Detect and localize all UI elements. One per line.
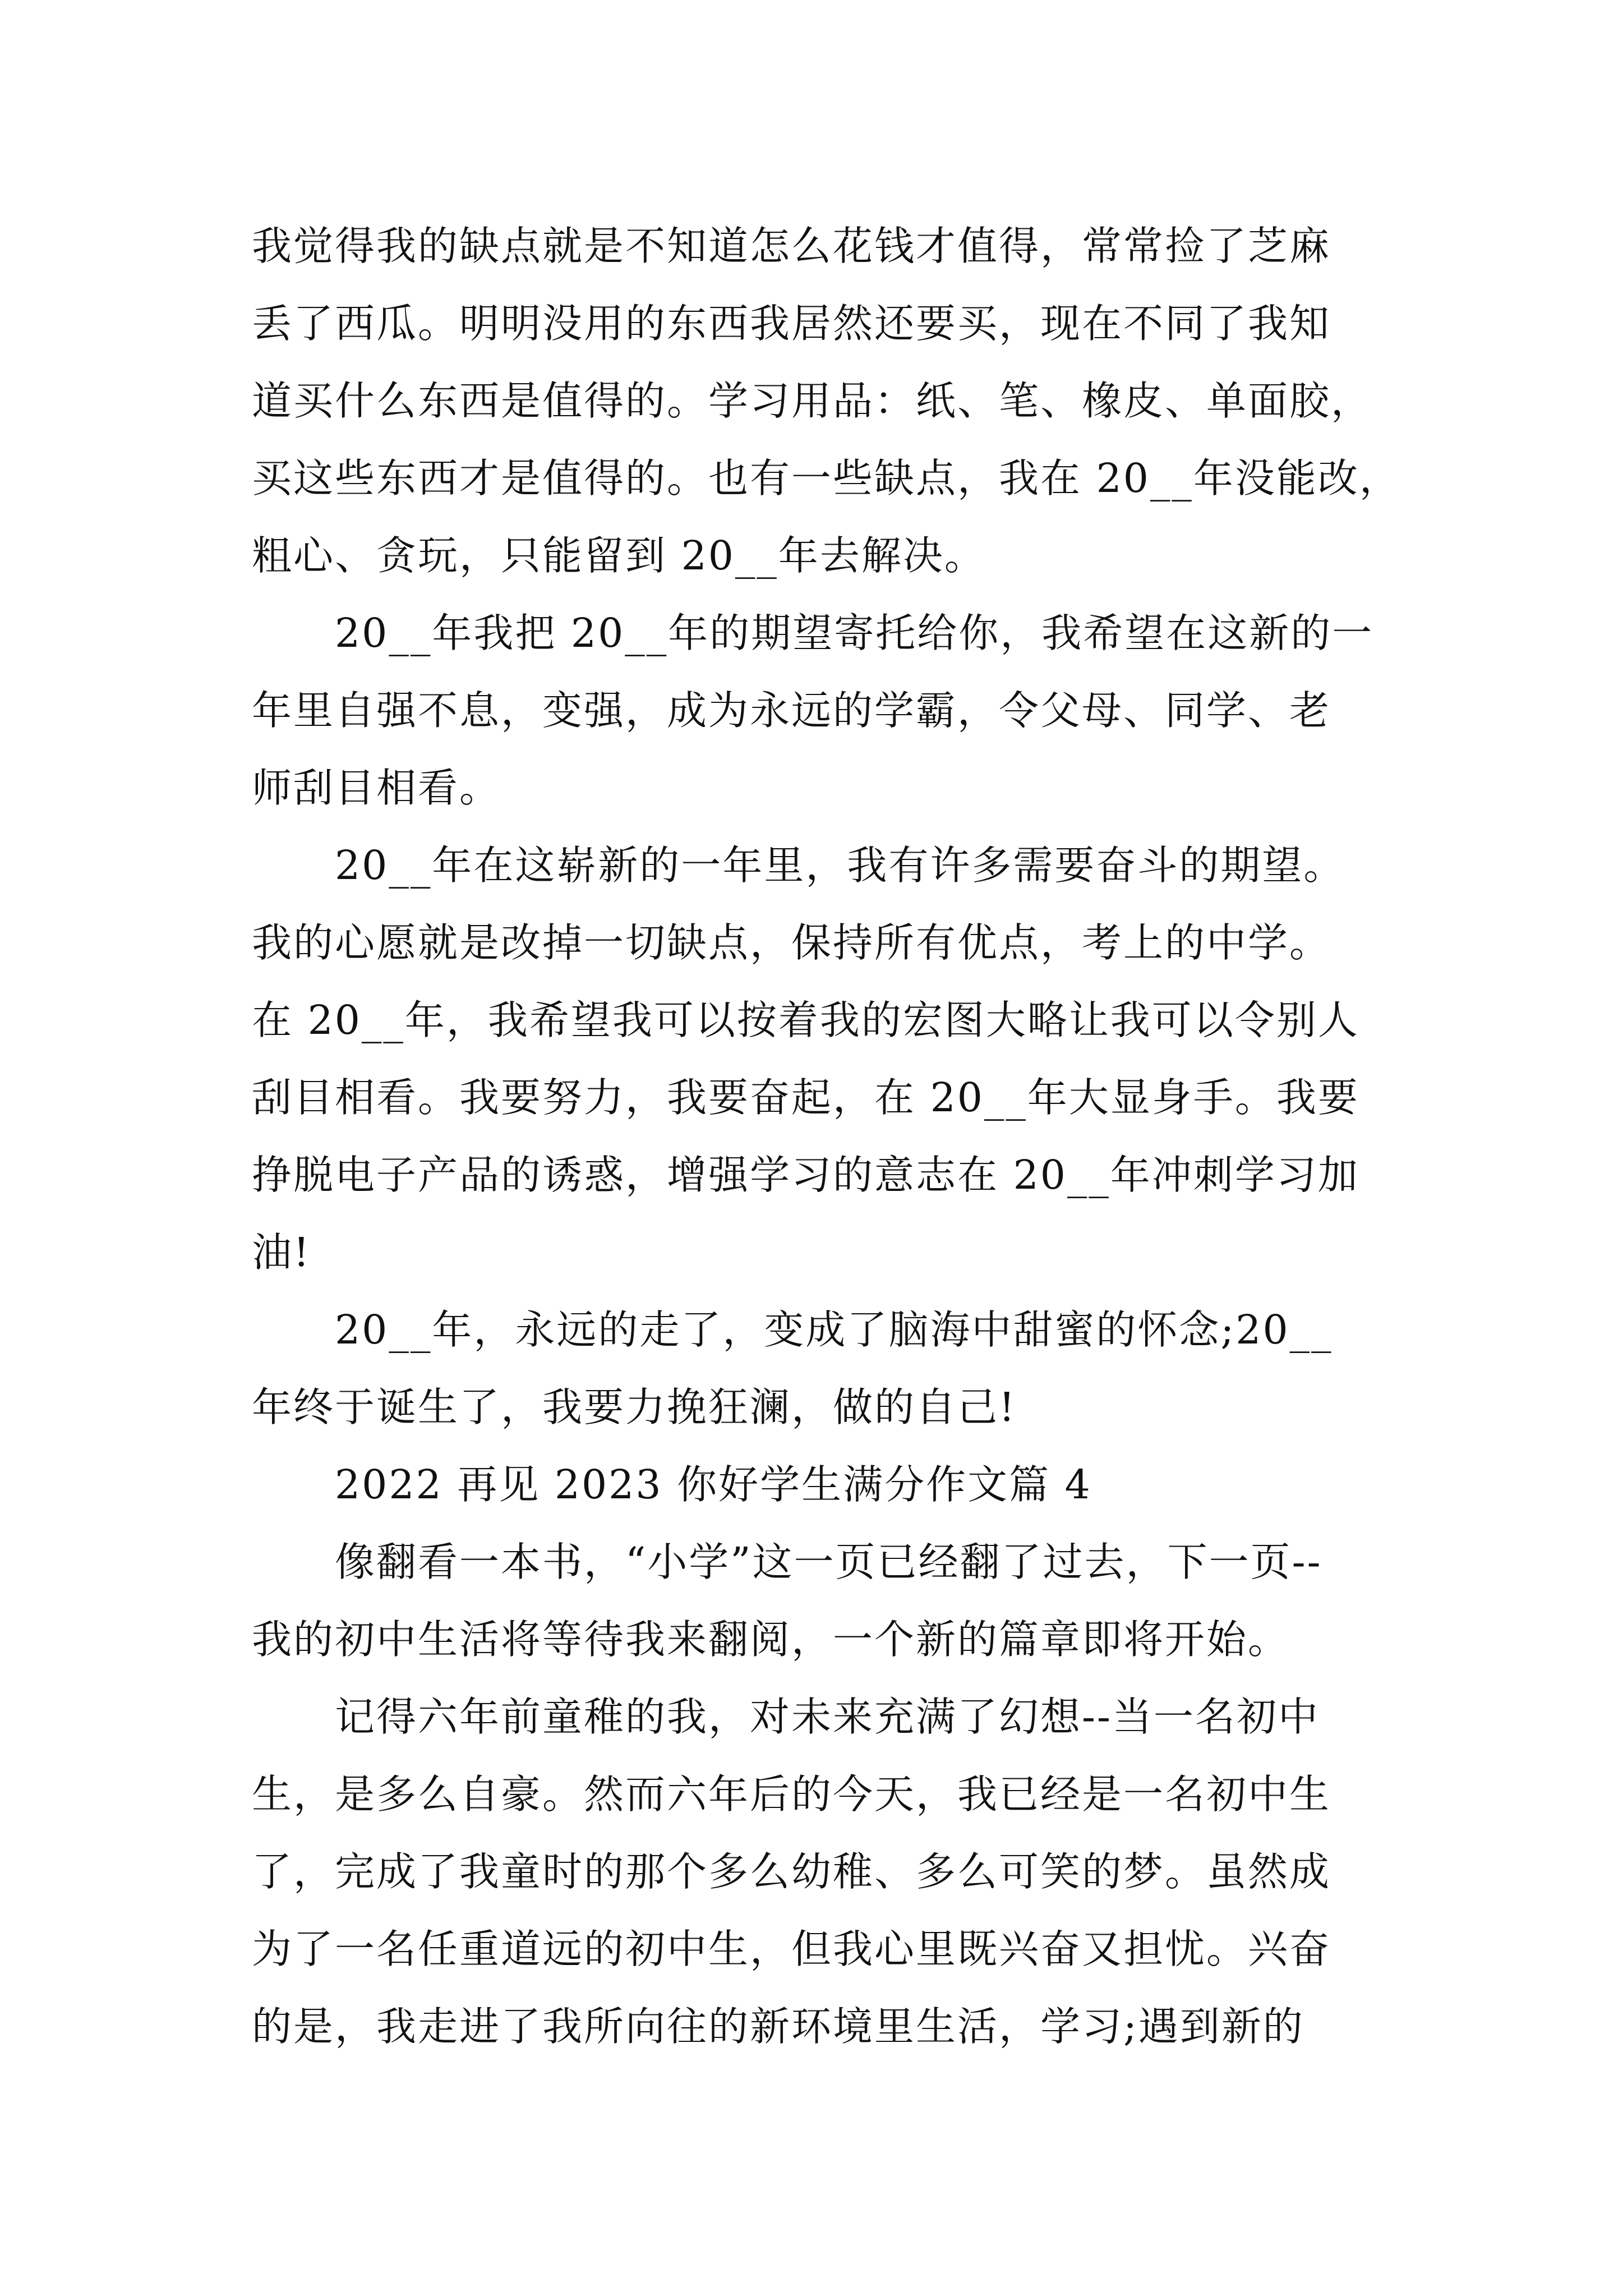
heading-line: 2022 再见 2023 你好学生满分作文篇 4 bbox=[335, 1461, 1092, 1508]
paragraph-1 bbox=[252, 208, 1401, 595]
text-line: 道买什么东西是值得的。学习用品：纸、笔、橡皮、单面胶， bbox=[252, 378, 1373, 424]
paragraph-3 bbox=[252, 827, 1373, 1291]
text-line: 挣脱电子产品的诱惑，增强学习的意志在 20__年冲刺学习加 bbox=[252, 1152, 1359, 1198]
text-line: 生，是多么自豪。然而六年后的今天，我已经是一名初中生 bbox=[252, 1771, 1331, 1818]
paragraph-5 bbox=[252, 1524, 1373, 1678]
text-line: 20__年我把 20__年的期望寄托给你，我希望在这新的一 bbox=[335, 610, 1374, 656]
text-line: 的是，我走进了我所向往的新环境里生活，学习;遇到新的 bbox=[252, 2003, 1304, 2050]
text-line: 买这些东西才是值得的。也有一些缺点，我在 20__年没能改， bbox=[252, 455, 1401, 501]
text-line: 年终于诞生了，我要力挽狂澜，做的自己! bbox=[252, 1384, 1017, 1430]
section-heading bbox=[252, 1446, 1373, 1524]
text-line: 了，完成了我童时的那个多么幼稚、多么可笑的梦。虽然成 bbox=[252, 1848, 1331, 1895]
text-line: 我的心愿就是改掉一切缺点，保持所有优点，考上的中学。 bbox=[252, 919, 1331, 966]
text-line: 粗心、贪玩，只能留到 20__年去解决。 bbox=[252, 532, 986, 579]
text-line: 年里自强不息，变强，成为永远的学霸，令父母、同学、老 bbox=[252, 687, 1331, 734]
text-line: 师刮目相看。 bbox=[252, 765, 501, 811]
text-line: 为了一名任重道远的初中生，但我心里既兴奋又担忧。兴奋 bbox=[252, 1926, 1331, 1972]
paragraph-4 bbox=[252, 1291, 1373, 1446]
text-line: 记得六年前童稚的我，对未来充满了幻想--当一名初中 bbox=[335, 1694, 1320, 1740]
text-line: 刮目相看。我要努力，我要奋起，在 20__年大显身手。我要 bbox=[252, 1074, 1359, 1121]
text-line: 像翻看一本书，“小学”这一页已经翻了过去，下一页-- bbox=[335, 1539, 1322, 1585]
text-line: 在 20__年，我希望我可以按着我的宏图大略让我可以令别人 bbox=[252, 997, 1359, 1043]
text-line: 我觉得我的缺点就是不知道怎么花钱才值得，常常捡了芝麻 bbox=[252, 223, 1331, 269]
text-line: 我的初中生活将等待我来翻阅，一个新的篇章即将开始。 bbox=[252, 1616, 1290, 1663]
document-body bbox=[252, 208, 1401, 2065]
text-line: 20__年在这崭新的一年里，我有许多需要奋斗的期望。 bbox=[335, 842, 1345, 889]
text-line: 丢了西瓜。明明没用的东西我居然还要买，现在不同了我知 bbox=[252, 300, 1331, 347]
paragraph-6 bbox=[252, 1678, 1373, 2065]
text-line: 油! bbox=[252, 1229, 311, 1276]
text-line: 20__年，永远的走了，变成了脑海中甜蜜的怀念;20__ bbox=[335, 1306, 1333, 1353]
paragraph-2 bbox=[252, 595, 1373, 827]
